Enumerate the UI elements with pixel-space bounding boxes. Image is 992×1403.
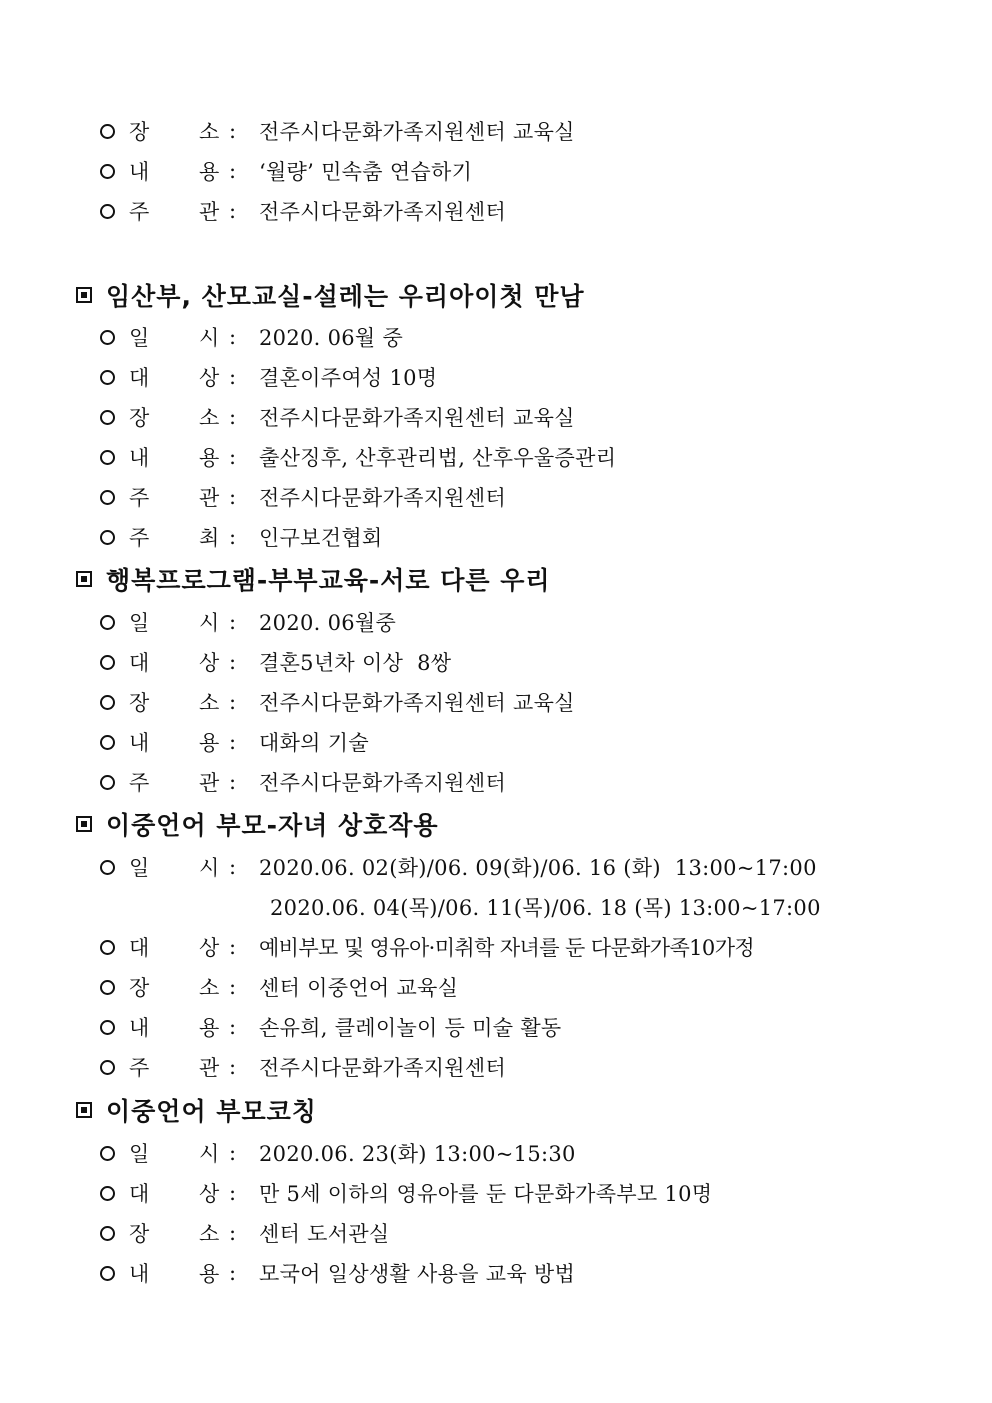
item-label-second: 소 [199,976,220,1000]
item-label-first: 내 [129,731,150,755]
item-colon: : [229,1055,237,1079]
item-label-second: 용 [199,446,220,470]
item-label-second: 관 [199,486,220,510]
item-colon: : [229,199,237,223]
section-title: 임산부, 산모교실-설레는 우리아이첫 만남 [106,282,585,311]
item-colon: : [229,935,237,959]
item-label-first: 대 [129,1182,150,1206]
item-label-first: 장 [129,1222,150,1246]
circle-bullet-icon [100,1020,115,1035]
item-value: 전주시다문화가족지원센터 [259,200,507,224]
circle-bullet-icon [100,655,115,670]
item-value: 모국어 일상생활 사용을 교육 방법 [259,1262,576,1286]
item-label-first: 내 [129,1262,150,1286]
item-value: 출산징후, 산후관리법, 산후우울증관리 [259,446,617,470]
item-colon: : [229,405,237,429]
item-label-first: 내 [129,160,150,184]
item-value: 예비부모 및 영유아·미취학 자녀를 둔 다문화가족10가정 [259,936,755,960]
list-item [100,1178,712,1208]
item-colon: : [229,485,237,509]
list-item [100,727,369,757]
item-colon: : [229,770,237,794]
item-label-first: 일 [129,856,150,880]
list-item [100,402,575,432]
item-colon: : [229,650,237,674]
list-item [100,322,403,352]
list-item [100,482,506,512]
item-colon: : [229,325,237,349]
item-colon: : [229,119,237,143]
item-colon: : [229,855,237,879]
circle-bullet-icon [100,370,115,385]
item-colon: : [229,610,237,634]
list-item [100,767,506,797]
list-item [100,852,817,882]
item-label-second: 용 [199,731,220,755]
list-item [100,687,575,717]
list-item [100,972,458,1002]
square-bullet-icon [76,1102,92,1118]
item-value: 결혼5년차 이상 8쌍 [259,651,452,675]
item-label-first: 대 [129,651,150,675]
item-colon: : [229,365,237,389]
item-label-first: 장 [129,976,150,1000]
item-label-second: 용 [199,160,220,184]
item-label-first: 장 [129,691,150,715]
item-label-second: 상 [199,651,220,675]
item-label-second: 시 [199,611,220,635]
item-value: 센터 도서관실 [259,1222,390,1246]
circle-bullet-icon [100,695,115,710]
list-item [100,607,396,637]
square-bullet-icon [76,816,92,832]
item-value: ‘월량’ 민속춤 연습하기 [259,160,473,184]
section-title: 이중언어 부모코칭 [106,1097,317,1126]
item-label-first: 장 [129,120,150,144]
item-label-first: 주 [129,526,150,550]
item-label-first: 주 [129,1056,150,1080]
item-colon: : [229,525,237,549]
circle-bullet-icon [100,1146,115,1161]
item-colon: : [229,730,237,754]
section-title: 행복프로그램-부부교육-서로 다른 우리 [106,566,551,595]
item-value: 전주시다문화가족지원센터 [259,771,507,795]
item-value: 전주시다문화가족지원센터 교육실 [259,691,575,715]
item-colon: : [229,1015,237,1039]
circle-bullet-icon [100,204,115,219]
item-label-second: 소 [199,691,220,715]
list-item [100,522,383,552]
section-heading [76,807,439,841]
list-item [100,116,575,146]
item-label-second: 시 [199,326,220,350]
item-label-second: 상 [199,366,220,390]
list-item [100,1258,575,1288]
item-value: 인구보건협회 [259,526,383,550]
circle-bullet-icon [100,124,115,139]
circle-bullet-icon [100,1226,115,1241]
item-colon: : [229,690,237,714]
section-title: 이중언어 부모-자녀 상호작용 [106,811,439,840]
section-heading [76,562,551,596]
item-label-second: 시 [199,856,220,880]
item-label-second: 상 [199,936,220,960]
item-label-first: 내 [129,446,150,470]
circle-bullet-icon [100,860,115,875]
item-value: 만 5세 이하의 영유아를 둔 다문화가족부모 10명 [259,1182,713,1206]
item-label-second: 소 [199,120,220,144]
item-label-first: 대 [129,936,150,960]
item-value: 2020. 06월 중 [259,326,404,350]
item-label-first: 일 [129,1142,150,1166]
item-label-second: 소 [199,406,220,430]
section-heading [76,1093,317,1127]
item-label-second: 최 [199,526,220,550]
circle-bullet-icon [100,410,115,425]
circle-bullet-icon [100,615,115,630]
item-value: 전주시다문화가족지원센터 교육실 [259,406,575,430]
item-label-first: 주 [129,486,150,510]
item-value: 전주시다문화가족지원센터 교육실 [259,120,575,144]
item-label-first: 대 [129,366,150,390]
item-colon: : [229,445,237,469]
item-value: 결혼이주여성 10명 [259,366,438,390]
list-item [100,1052,506,1082]
item-label-second: 시 [199,1142,220,1166]
circle-bullet-icon [100,940,115,955]
item-value: 2020.06. 23(화) 13:00~15:30 [259,1142,576,1166]
item-value: 센터 이중언어 교육실 [259,976,459,1000]
list-item [100,196,506,226]
list-item [100,1138,576,1168]
list-item [100,1218,390,1248]
square-bullet-icon [76,571,92,587]
circle-bullet-icon [100,775,115,790]
item-value: 대화의 기술 [259,731,369,755]
square-bullet-icon [76,287,92,303]
item-label-first: 주 [129,200,150,224]
list-item [100,156,472,186]
circle-bullet-icon [100,735,115,750]
list-item [100,362,437,392]
item-value: 손유희, 클레이놀이 등 미술 활동 [259,1016,562,1040]
circle-bullet-icon [100,164,115,179]
list-item [100,932,754,962]
item-label-second: 관 [199,200,220,224]
item-value-continuation: 2020.06. 04(목)/06. 11(목)/06. 18 (목) 13:00~17:00 [270,896,821,920]
item-label-first: 주 [129,771,150,795]
item-colon: : [229,1141,237,1165]
circle-bullet-icon [100,490,115,505]
item-value: 2020.06. 02(화)/06. 09(화)/06. 16 (화) 13:00~17:00 [259,856,817,880]
list-item [100,647,451,677]
item-value: 2020. 06월중 [259,611,397,635]
item-label-second: 용 [199,1016,220,1040]
circle-bullet-icon [100,1266,115,1281]
circle-bullet-icon [100,330,115,345]
item-label-second: 소 [199,1222,220,1246]
item-colon: : [229,975,237,999]
item-label-second: 상 [199,1182,220,1206]
item-label-first: 일 [129,326,150,350]
item-colon: : [229,1181,237,1205]
circle-bullet-icon [100,1060,115,1075]
item-label-first: 장 [129,406,150,430]
circle-bullet-icon [100,450,115,465]
circle-bullet-icon [100,530,115,545]
item-label-second: 관 [199,1056,220,1080]
item-colon: : [229,1261,237,1285]
section-heading [76,278,585,312]
item-colon: : [229,159,237,183]
circle-bullet-icon [100,980,115,995]
item-label-second: 관 [199,771,220,795]
item-label-second: 용 [199,1262,220,1286]
circle-bullet-icon [100,1186,115,1201]
item-label-first: 내 [129,1016,150,1040]
item-label-first: 일 [129,611,150,635]
item-value: 전주시다문화가족지원센터 [259,1056,507,1080]
list-item [100,1012,562,1042]
list-item [100,442,616,472]
item-value: 전주시다문화가족지원센터 [259,486,507,510]
item-colon: : [229,1221,237,1245]
